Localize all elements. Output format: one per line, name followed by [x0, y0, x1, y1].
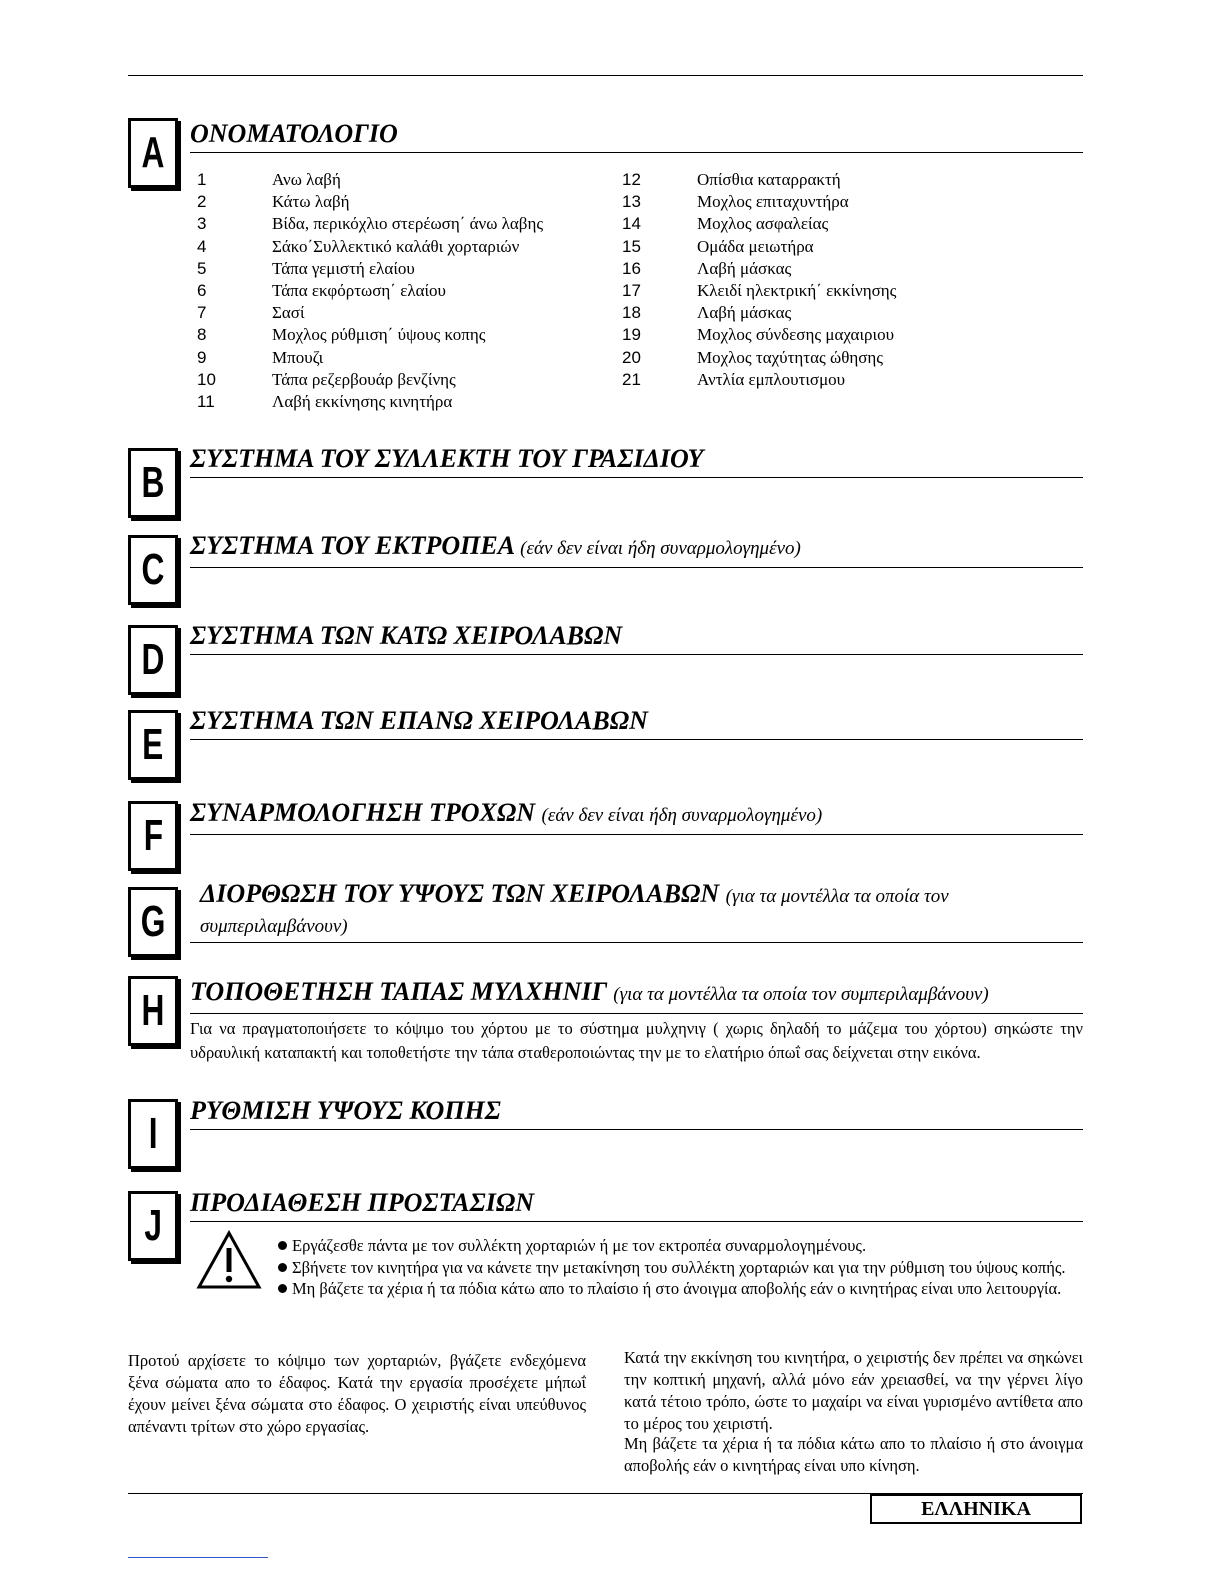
footer-language-label: ΕΛΛΗΝΙΚΑ — [870, 1494, 1082, 1524]
part-list-item — [197, 280, 543, 302]
part-list-item — [622, 369, 896, 391]
section-note-g: (για τα μοντέλλα τα οποία τον — [725, 886, 949, 907]
part-number: 8 — [197, 325, 207, 345]
part-number: 15 — [622, 236, 641, 256]
part-number: 4 — [197, 236, 207, 256]
part-label: Τάπα εκφόρτωση΄ ελαίου — [272, 280, 446, 300]
section-heading-d — [190, 620, 1083, 655]
section-letter-h: H — [128, 976, 178, 1046]
section-note-c: (εάν δεν είναι ήδη συναρμολογημένο) — [520, 538, 801, 559]
section-letter-a: A — [128, 118, 178, 188]
bottom-right-paragraph-1: Κατά την εκκίνηση του κινητήρα, ο χειριστής δεν πρέπει να σηκώνει την κοπτική μηχανή, αλλά μόνο εάν χρειασθεί, να την γέρνει λίγο κατά τέτοιο τρόπο, ώστε το μαχαίρι να είναι γυρισμένο αντίθετα απο το μέρος του χειριστή. — [624, 1348, 1083, 1433]
part-label: Μοχλος ταχύτητας ώθησης — [697, 347, 884, 367]
section-heading-g — [190, 880, 1083, 943]
section-heading-j — [190, 1187, 1083, 1222]
part-number: 12 — [622, 170, 641, 189]
part-list-item — [622, 169, 896, 191]
part-list-item — [622, 213, 896, 235]
parts-list-right — [622, 169, 896, 391]
section-title-b: ΣΥΣΤΗΜΑ ΤΟΥ ΣΥΛΛΕΚΤΗ ΤΟΥ ΓΡΑΣΙΔΙΟΥ — [190, 444, 704, 473]
section-title-c: ΣΥΣΤΗΜΑ ΤΟΥ ΕΚΤΡΟΠΕΑ — [190, 531, 514, 560]
bullet-icon — [278, 1241, 287, 1250]
section-title-i: ΡΥΘΜΙΣΗ ΥΨΟΥΣ ΚΟΠΗΣ — [190, 1096, 501, 1125]
section-letter-j: J — [128, 1191, 178, 1261]
part-label: Σασί — [272, 303, 305, 323]
section-letter-g: G — [128, 887, 178, 957]
section-letter-i: I — [128, 1099, 178, 1169]
safety-bullets — [278, 1235, 1078, 1300]
part-list-item — [622, 347, 896, 369]
section-title-e: ΣΥΣΤΗΜΑ ΤΩΝ ΕΠΑΝΩ ΧΕΙΡΟΛΑΒΩΝ — [190, 706, 648, 735]
part-list-item — [197, 191, 543, 213]
part-label: Λαβή μάσκας — [697, 258, 792, 278]
part-list-item — [197, 369, 543, 391]
part-list-item — [622, 236, 896, 258]
section-heading-i — [190, 1095, 1083, 1130]
part-label: Μοχλος ρύθμιση΄ ύψους κοπης — [272, 325, 486, 345]
part-label: Μοχλος σύνδεσης μαχαιριου — [697, 325, 894, 345]
section-heading-h — [190, 976, 1083, 1014]
part-number: 18 — [622, 303, 641, 323]
section-letter-d: D — [128, 625, 178, 695]
part-label: Τάπα γεμιστή ελαίου — [272, 258, 415, 278]
warning-triangle-icon — [196, 1230, 262, 1290]
part-label: Μοχλος επιταχυντήρα — [697, 192, 849, 212]
section-heading-b — [190, 443, 1083, 478]
part-number: 9 — [197, 347, 207, 367]
safety-bullet-item: Εργάζεσθε πάντα με τον συλλέκτη χορταριών ή με τον εκτροπέα συναρμολογημένους. — [278, 1235, 1078, 1257]
part-number: 16 — [622, 258, 641, 278]
part-label: Λαβή μάσκας — [697, 303, 792, 323]
section-heading-f — [190, 797, 1083, 835]
section-note-h: (για τα μοντέλλα τα οποία τον συμπεριλαμβάνουν) — [613, 984, 989, 1005]
section-title-g: ΔΙΟΡΘΩΣΗ ΤΟΥ ΥΨΟΥΣ ΤΩΝ ΧΕΙΡΟΛΑΒΩΝ — [200, 879, 720, 908]
part-label: Κλειδί ηλεκτρική΄ εκκίνησης — [697, 280, 897, 300]
section-title-j: ΠΡΟΔΙΑΘΕΣΗ ΠΡΟΣΤΑΣΙΩΝ — [190, 1188, 535, 1217]
section-title-f: ΣΥΝΑΡΜΟΛΟΓΗΣΗ ΤΡΟΧΩΝ — [190, 798, 536, 827]
section-heading-a — [190, 118, 1083, 153]
part-label: Λαβή εκκίνησης κινητήρα — [272, 391, 453, 411]
top-rule — [128, 75, 1083, 76]
part-list-item — [197, 213, 543, 235]
part-label: Οπίσθια καταρρακτή — [697, 170, 841, 189]
section-letter-c: C — [128, 535, 178, 605]
bottom-right-paragraph-2: Μη βάζετε τα χέρια ή τα πόδια κάτω απο το πλαίσιο ή στο άνοιγμα αποβολής εάν ο κινητήρας είναι υπο κίνηση. — [624, 1434, 1083, 1475]
section-title-h: ΤΟΠΟΘΕΤΗΣΗ ΤΑΠΑΣ ΜΥΛΧΗΝΙΓ — [190, 977, 607, 1006]
part-label: Βίδα, περικόχλιο στερέωση΄ άνω λαβης — [272, 214, 544, 234]
part-label: Μοχλος ασφαλείας — [697, 214, 829, 234]
part-number: 20 — [622, 347, 641, 367]
part-list-item — [622, 324, 896, 346]
part-list-item — [197, 169, 543, 191]
parts-list-left — [197, 169, 543, 413]
bottom-left-paragraph: Προτού αρχίσετε το κόψιμο των χορταριών, βγάζετε ενδεχόμενα ξένα σώματα απο το έδαφος. Κατά την εργασία προσέχετε μήπωΐ έχουν μείνει ξένα σώματα στο έδαφος. Ο χειριστής είναι υπεύθυνος απέναντι τρίτων στο χώρο εργασίας. — [128, 1351, 586, 1436]
part-number: 10 — [197, 369, 216, 389]
part-list-item — [197, 324, 543, 346]
part-list-item — [197, 347, 543, 369]
part-number: 17 — [622, 280, 641, 300]
part-number: 3 — [197, 214, 207, 234]
part-label: Αντλία εμπλουτισμου — [697, 369, 846, 389]
section-title-a: ΟΝΟΜΑΤΟΛΟΓΙΟ — [190, 119, 398, 148]
part-number: 5 — [197, 258, 207, 278]
part-label: Σάκο΄Συλλεκτικό καλάθι χορταριών — [272, 236, 520, 256]
section-heading-e — [190, 705, 1083, 740]
part-label: Ανω λαβή — [272, 170, 341, 189]
part-number: 6 — [197, 280, 207, 300]
part-number: 2 — [197, 192, 207, 212]
section-heading-c — [190, 530, 1083, 568]
section-text-h: Για να πραγματοποιήσετε το κόψιμο του χόρτου με το σύστημα μυλχηνιγ ( χωρις δηλαδή το μάζεμα του χόρτου) σηκώστε την υδραυλική καταπακτή και τοποθετήστε την τάπα σταθεροποιώντας την με το ελατήριο όπωΐ σας δείχνεται στην εικόνα. — [190, 1019, 1083, 1062]
safety-bullet-item: Σβήνετε τον κινητήρα για να κάνετε την μετακίνηση του συλλέκτη χορταριών και για την ρύθμιση του ύψους κοπής. — [278, 1257, 1078, 1279]
part-number: 1 — [197, 170, 207, 189]
section-note-g-line2: συμπεριλαμβάνουν) — [200, 916, 348, 937]
part-number: 21 — [622, 369, 641, 389]
section-letter-f: F — [128, 801, 178, 871]
part-list-item — [197, 302, 543, 324]
bullet-icon — [278, 1263, 287, 1272]
part-label: Κάτω λαβή — [272, 192, 350, 212]
part-list-item — [622, 258, 896, 280]
section-letter-b: B — [128, 448, 178, 518]
section-title-d: ΣΥΣΤΗΜΑ ΤΩΝ ΚΑΤΩ ΧΕΙΡΟΛΑΒΩΝ — [190, 621, 623, 650]
bullet-icon — [278, 1284, 287, 1293]
part-label: Τάπα ρεζερβουάρ βενζίνης — [272, 369, 456, 389]
part-number: 19 — [622, 325, 641, 345]
part-number: 13 — [622, 192, 641, 212]
part-list-item — [197, 258, 543, 280]
part-number: 14 — [622, 214, 641, 234]
part-list-item — [197, 391, 543, 413]
part-number: 7 — [197, 303, 207, 323]
safety-bullet-item: Μη βάζετε τα χέρια ή τα πόδια κάτω απο το πλαίσιο ή στο άνοιγμα αποβολής εάν ο κινητήρας είναι υπο λειτουργία. — [278, 1278, 1078, 1300]
part-list-item — [197, 236, 543, 258]
part-list-item — [622, 302, 896, 324]
part-list-item — [622, 191, 896, 213]
part-number: 11 — [197, 391, 215, 411]
part-label: Μπουζι — [272, 347, 324, 367]
part-list-item — [622, 280, 896, 302]
part-label: Ομάδα μειωτήρα — [697, 236, 814, 256]
section-letter-e: E — [128, 710, 178, 780]
footnote-rule — [128, 1557, 268, 1558]
section-note-f: (εάν δεν είναι ήδη συναρμολογημένο) — [541, 805, 823, 826]
